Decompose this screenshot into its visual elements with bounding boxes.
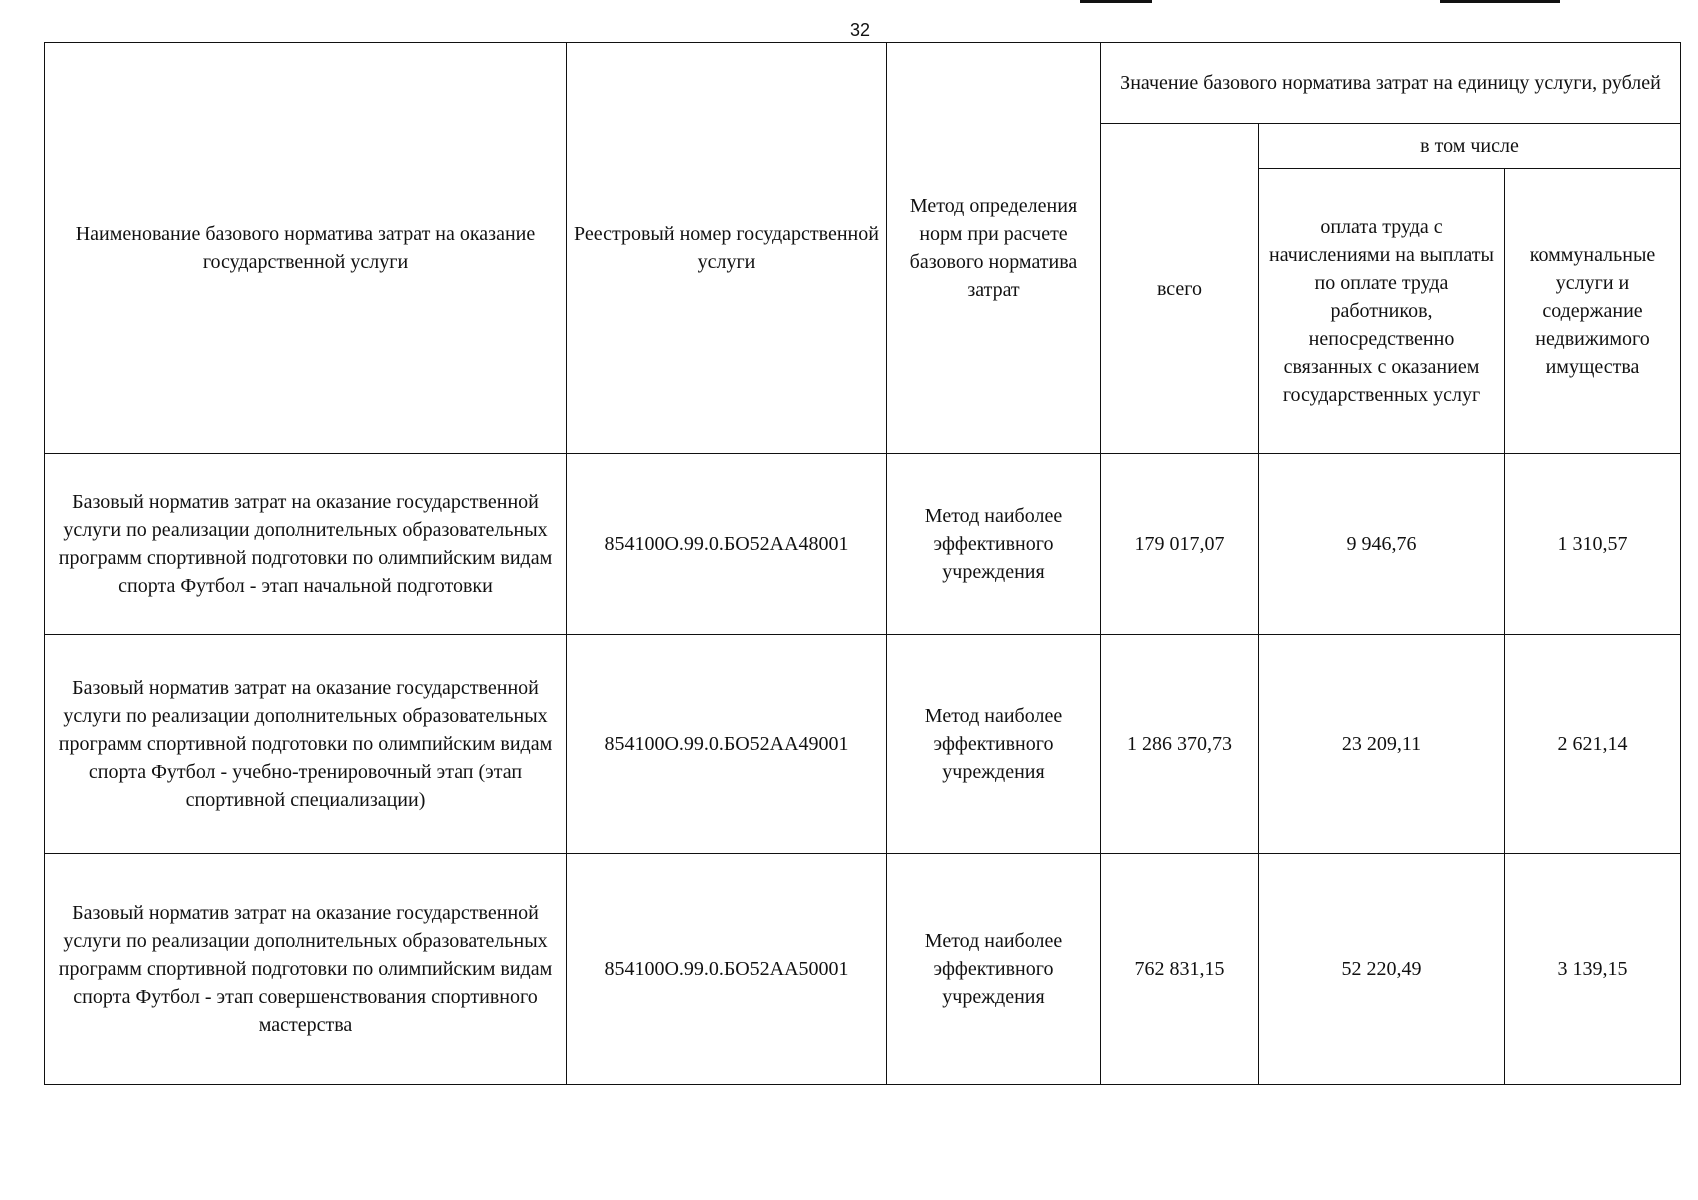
header-method: Метод определения норм при расчете базового норматива затрат (887, 43, 1101, 454)
header-including: в том числе (1259, 124, 1681, 169)
cell-method: Метод наиболее эффективного учреждения (887, 854, 1101, 1085)
header-name: Наименование базового норматива затрат на оказание государственной услуги (45, 43, 567, 454)
cell-total: 762 831,15 (1101, 854, 1259, 1085)
cell-labor: 23 209,11 (1259, 635, 1505, 854)
table-row (45, 854, 1681, 1085)
table-row (45, 635, 1681, 854)
header-total: всего (1101, 124, 1259, 454)
cell-method: Метод наиболее эффективного учреждения (887, 635, 1101, 854)
header-registry: Реестровый номер государственной услуги (567, 43, 887, 454)
cost-norms-table (44, 42, 1681, 1085)
page-number: 32 (849, 20, 871, 40)
cell-utilities: 1 310,57 (1505, 454, 1681, 635)
cell-utilities: 2 621,14 (1505, 635, 1681, 854)
cell-registry: 854100О.99.0.БО52АА50001 (567, 854, 887, 1085)
cell-name: Базовый норматив затрат на оказание государственной услуги по реализации дополнительных образовательных программ спортивной подготовки по олимпийским видам спорта Футбол - учебно-тренировочный этап (этап спортивной специализации) (45, 635, 567, 854)
header-labor: оплата труда с начислениями на выплаты по оплате труда работников, непосредственно связанных с оказанием государственных услуг (1259, 169, 1505, 454)
header-value-group: Значение базового норматива затрат на единицу услуги, рублей (1101, 43, 1681, 124)
cell-method: Метод наиболее эффективного учреждения (887, 454, 1101, 635)
table-row (45, 454, 1681, 635)
scan-artifact-mark (1080, 0, 1152, 3)
cell-name: Базовый норматив затрат на оказание государственной услуги по реализации дополнительных образовательных программ спортивной подготовки по олимпийским видам спорта Футбол - этап совершенствования спортивного мастерства (45, 854, 567, 1085)
cell-registry: 854100О.99.0.БО52АА48001 (567, 454, 887, 635)
cell-total: 179 017,07 (1101, 454, 1259, 635)
cell-total: 1 286 370,73 (1101, 635, 1259, 854)
cell-labor: 52 220,49 (1259, 854, 1505, 1085)
cell-labor: 9 946,76 (1259, 454, 1505, 635)
header-row (45, 43, 1681, 124)
scan-artifact-mark (1440, 0, 1560, 3)
cell-registry: 854100О.99.0.БО52АА49001 (567, 635, 887, 854)
cell-name: Базовый норматив затрат на оказание государственной услуги по реализации дополнительных образовательных программ спортивной подготовки по олимпийским видам спорта Футбол - этап начальной подготовки (45, 454, 567, 635)
header-utilities: коммунальные услуги и содержание недвижимого имущества (1505, 169, 1681, 454)
cell-utilities: 3 139,15 (1505, 854, 1681, 1085)
